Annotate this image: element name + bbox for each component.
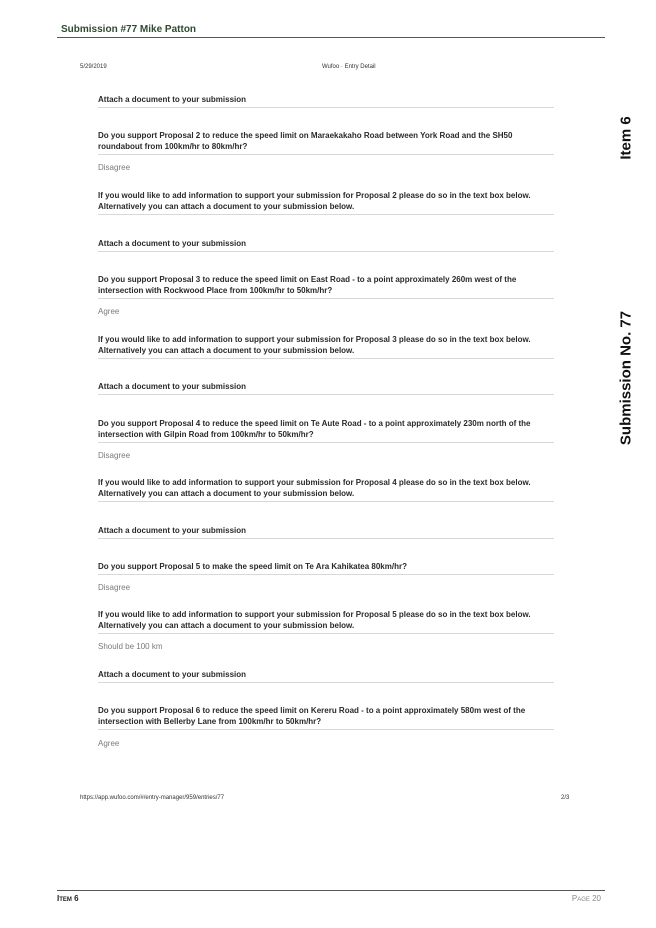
print-source: Wufoo · Entry Detail: [322, 64, 376, 70]
attach-document-label: Attach a document to your submission: [98, 669, 554, 683]
proposal-3-info-prompt: If you would like to add information to support your submission for Proposal 3 please do so in the text box below. Alternatively you can attach a document to your submission below.: [98, 334, 554, 359]
proposal-6-answer: Agree: [98, 739, 120, 748]
proposal-5-comment: Should be 100 km: [98, 642, 163, 651]
attach-document-label: Attach a document to your submission: [98, 94, 554, 108]
print-page-number: 2/3: [561, 795, 570, 801]
item-side-label: Item 6: [617, 116, 635, 160]
submission-title: Submission #77 Mike Patton: [61, 24, 197, 35]
footer-item: Item 6: [57, 894, 79, 903]
proposal-3-question: Do you support Proposal 3 to reduce the speed limit on East Road - to a point approximately 260m west of the intersection with Rockwood Place from 100km/hr to 50km/hr?: [98, 274, 554, 299]
proposal-2-question: Do you support Proposal 2 to reduce the speed limit on Maraekakaho Road between York Road and the SH50 roundabout from 100km/hr to 80km/hr?: [98, 130, 554, 155]
proposal-2-answer: Disagree: [98, 163, 131, 172]
print-date: 5/29/2019: [80, 64, 107, 70]
footer-page: Page 20: [571, 894, 601, 903]
attach-document-label: Attach a document to your submission: [98, 525, 554, 539]
proposal-4-info-prompt: If you would like to add information to support your submission for Proposal 4 please do so in the text box below. Alternatively you can attach a document to your submission below.: [98, 477, 554, 502]
proposal-2-info-prompt: If you would like to add information to support your submission for Proposal 2 please do so in the text box below. Alternatively you can attach a document to your submission below.: [98, 190, 554, 215]
proposal-3-answer: Agree: [98, 307, 120, 316]
proposal-6-question: Do you support Proposal 6 to reduce the speed limit on Kereru Road - to a point approximately 580m west of the intersection with Bellerby Lane from 100km/hr to 50km/hr?: [98, 705, 554, 730]
proposal-5-answer: Disagree: [98, 583, 131, 592]
proposal-4-answer: Disagree: [98, 451, 131, 460]
page-footer: [57, 890, 605, 904]
attach-document-label: Attach a document to your submission: [98, 238, 554, 252]
proposal-5-question: Do you support Proposal 5 to make the speed limit on Te Ara Kahikatea 80km/hr?: [98, 561, 554, 575]
print-url: https://app.wufoo.com/#/entry-manager/959/entries/77: [80, 795, 225, 801]
proposal-5-info-prompt: If you would like to add information to support your submission for Proposal 5 please do so in the text box below. Alternatively you can attach a document to your submission below.: [98, 609, 554, 634]
submission-side-label: Submission No. 77: [617, 310, 635, 446]
proposal-4-question: Do you support Proposal 4 to reduce the speed limit on Te Aute Road - to a point approximately 230m north of the intersection with Gilpin Road from 100km/hr to 50km/hr?: [98, 418, 554, 443]
page-header: [57, 24, 605, 38]
attach-document-label: Attach a document to your submission: [98, 381, 554, 395]
